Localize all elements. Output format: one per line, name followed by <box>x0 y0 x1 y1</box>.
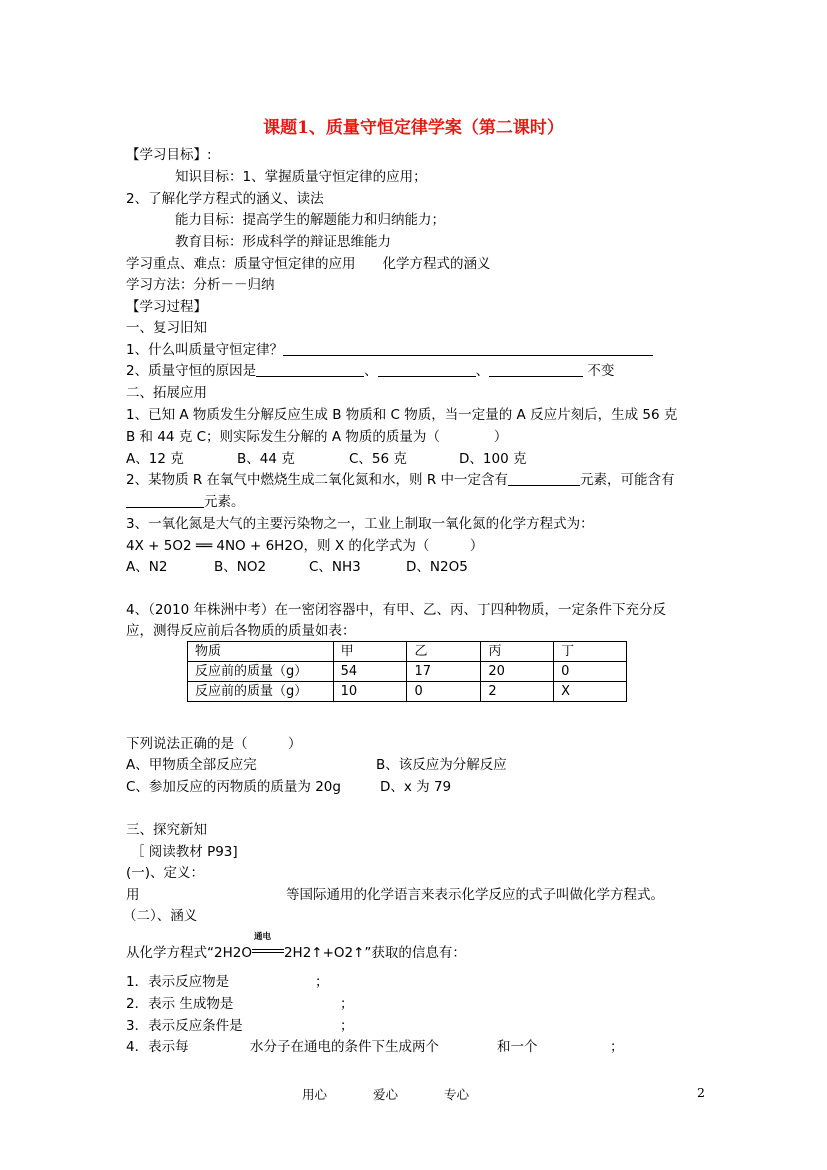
table-cell: 丙 <box>481 642 554 662</box>
review-q2-sep-1: 、 <box>364 363 378 379</box>
table-cell: 丁 <box>554 642 627 662</box>
mass-table <box>187 641 627 702</box>
answer-blank[interactable] <box>489 362 583 377</box>
extend-q3-option-b: B、NO2 <box>214 559 267 575</box>
extend-q4-line-2: 应，测得反应前后各物质的质量如表： <box>126 623 356 639</box>
definition-heading: (一)、定义： <box>126 865 205 881</box>
table-cell: 10 <box>333 682 407 702</box>
page-title: 课题1、质量守恒定律学案（第二课时） <box>263 118 564 138</box>
review-q2-sep-2: 、 <box>475 363 490 379</box>
read-textbook: ［ 阅读教材 P93] <box>131 844 238 860</box>
footer-text-2: 爱心 <box>373 1087 399 1102</box>
extend-q2-text: 2、某物质 R 在氧气中燃烧生成二氧化氮和水，则 R 中一定含有 <box>126 472 509 488</box>
extend-q4-ask: 下列说法正确的是（ ） <box>126 736 302 752</box>
table-cell: X <box>554 682 627 702</box>
extend-q3-line-1: 3、一氧化氮是大气的主要污染物之一，工业上制取一氧化氮的化学方程式为： <box>126 516 594 532</box>
table-cell: 54 <box>333 662 407 682</box>
table-cell: 20 <box>481 662 554 682</box>
extend-q1-option-b: B、44 克 <box>237 451 295 467</box>
extend-q4-option-a: A、甲物质全部反应完 <box>126 757 257 773</box>
ability-goal: 能力目标：提高学生的解题能力和归纳能力； <box>175 212 445 228</box>
extend-q2-mid: 元素，可能含有 <box>580 472 675 488</box>
meaning-heading: （二）、涵义 <box>123 908 198 924</box>
review-question-1 <box>126 341 653 359</box>
extend-question-2-line-2 <box>126 493 245 511</box>
table-row <box>188 662 627 682</box>
meaning-item-4-end: ； <box>610 1039 624 1055</box>
table-cell: 2 <box>481 682 554 702</box>
footer-text-1: 用心 <box>302 1087 328 1102</box>
extend-heading: 二、拓展应用 <box>126 385 207 401</box>
definition-prefix: 用 <box>126 887 140 903</box>
extend-q4-option-b: B、该反应为分解反应 <box>376 757 507 773</box>
knowledge-goal-2: 2、了解化学方程式的涵义、读法 <box>126 191 324 207</box>
table-cell: 反应前的质量（g） <box>188 662 334 682</box>
answer-blank[interactable] <box>256 362 364 377</box>
meaning-item-4-start: 4．表示每 <box>126 1039 189 1055</box>
review-question-2 <box>126 362 614 380</box>
meaning-item-4-and: 和一个 <box>497 1039 538 1055</box>
footer-text-3: 专心 <box>444 1087 470 1102</box>
education-goal: 教育目标：形成科学的辩证思维能力 <box>175 234 391 250</box>
extend-q2-end: 元素。 <box>204 494 245 510</box>
extend-q3-option-d: D、N2O5 <box>406 559 468 575</box>
meaning-item-1-end: ； <box>315 974 329 990</box>
meaning-item-1: 1．表示反应物是 <box>126 974 230 990</box>
explore-heading: 三、探究新知 <box>126 822 207 838</box>
extend-question-2-line-1 <box>126 471 675 489</box>
reaction-condition: 通电 <box>253 932 271 942</box>
equation-suffix: 2H2↑+O2↑”获取的信息有： <box>283 945 466 961</box>
meaning-item-2-end: ； <box>340 996 354 1012</box>
table-cell: 甲 <box>333 642 407 662</box>
definition-text: 等国际通用的化学语言来表示化学反应的式子叫做化学方程式。 <box>286 887 664 903</box>
meaning-item-2: 2．表示 生成物是 <box>126 996 234 1012</box>
extend-q1-line-1: 1、已知 A 物质发生分解反应生成 B 物质和 C 物质，当一定量的 A 反应片刻后，生成 56 克 <box>126 407 678 423</box>
table-cell: 乙 <box>407 642 481 662</box>
meaning-item-4-mid: 水分子在通电的条件下生成两个 <box>250 1039 439 1055</box>
extend-q4-line-1: 4、（2010 年株洲中考）在一密闭容器中，有甲、乙、丙、丁四种物质，一定条件下充分反 <box>126 602 666 618</box>
answer-blank[interactable] <box>126 493 204 508</box>
meaning-item-3: 3．表示反应条件是 <box>126 1018 243 1034</box>
extend-q1-option-d: D、100 克 <box>459 451 527 467</box>
extend-q3-option-a: A、N2 <box>126 559 168 575</box>
table-cell: 0 <box>407 682 481 702</box>
knowledge-goal: 知识目标：1、掌握质量守恒定律的应用； <box>175 169 427 185</box>
study-method: 学习方法：分析－－归纳 <box>126 277 275 293</box>
reaction-arrow <box>252 932 284 962</box>
answer-blank[interactable] <box>508 471 580 486</box>
table-row <box>188 642 627 662</box>
table-cell: 17 <box>407 662 481 682</box>
process-heading: 【学习过程】 <box>126 299 207 315</box>
answer-blank[interactable] <box>283 341 653 356</box>
table-cell: 物质 <box>188 642 334 662</box>
equation-prefix: 从化学方程式“2H2O <box>126 945 252 961</box>
extend-q1-option-c: C、56 克 <box>349 451 407 467</box>
answer-blank[interactable] <box>378 362 476 377</box>
table-cell: 0 <box>554 662 627 682</box>
review-q2-suffix: 不变 <box>587 363 615 379</box>
review-heading: 一、复习旧知 <box>126 320 207 336</box>
meaning-item-3-end: ； <box>340 1018 354 1034</box>
review-q1-text: 1、什么叫质量守恒定律？ <box>126 342 284 358</box>
extend-q3-line-2: 4X + 5O2 ══ 4NO + 6H2O，则 X 的化学式为（ ） <box>126 538 484 554</box>
extend-q4-option-d: D、x 为 79 <box>380 779 452 795</box>
key-points: 学习重点、难点：质量守恒定律的应用 化学方程式的涵义 <box>126 256 491 272</box>
extend-q3-option-c: C、NH3 <box>309 559 361 575</box>
extend-q1-line-2: B 和 44 克 C；则实际发生分解的 A 物质的质量为（ ） <box>126 429 508 445</box>
equation-line <box>126 932 466 962</box>
extend-q1-option-a: A、12 克 <box>126 451 184 467</box>
extend-q4-option-c: C、参加反应的丙物质的质量为 20g <box>126 779 341 795</box>
table-row <box>188 682 627 702</box>
goals-heading: 【学习目标】: <box>126 147 212 163</box>
review-q2-prefix: 2、质量守恒的原因是 <box>126 363 257 379</box>
page-number: 2 <box>697 1085 705 1100</box>
table-cell: 反应前的质量（g） <box>188 682 334 702</box>
